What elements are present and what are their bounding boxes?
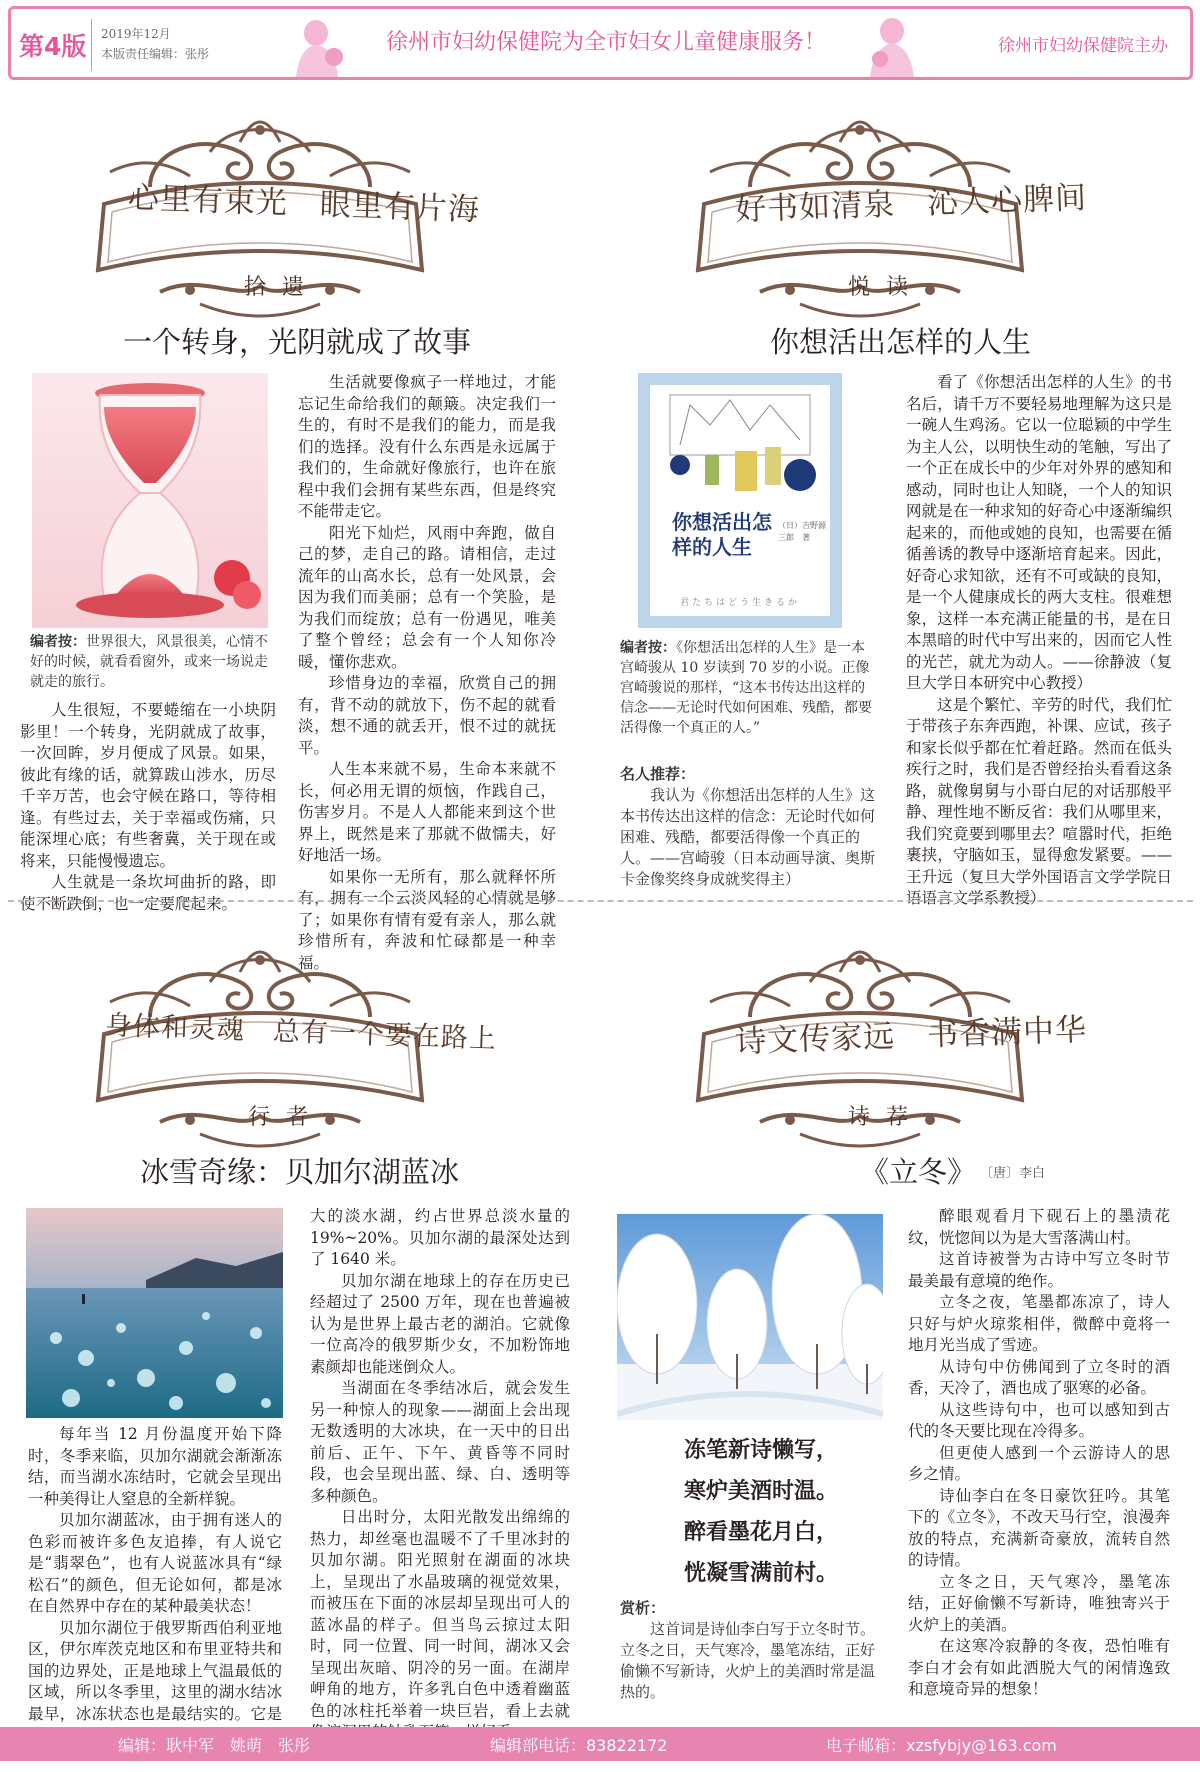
banner-title-4: 诗文传家远 书香满中华 [734,1011,1088,1061]
page-editor: 本版责任编辑：张彤 [101,47,210,61]
headline-4: 《立冬》 [860,1155,977,1189]
masthead [8,6,1193,80]
paragraph: 这是个繁忙、辛劳的时代，我们忙于带孩子东奔西跑，补课、应试，孩子和家长似乎都在忙着赶路。然而在低头疾行之时，我们是否曾经抬头看看这条路，就像舅舅与小哥白尼的对话那般平静、理性地不断反省：我们从哪里来，我们究竟要到哪里去？喧嚣时代，拒绝裹挟，守脑如玉，显得愈发紧要。——王升远（复旦大学外国语言文学学院日语语言文学系教授） [906,695,1172,907]
headline-1: 一个转身，光阴就成了故事 [123,325,472,359]
edition-label: 第4版 [19,32,87,61]
headline-3: 冰雪奇缘：贝加尔湖蓝冰 [140,1155,460,1189]
appreciation [620,1598,878,1703]
article1-right-column [298,372,556,974]
poem-line: 醉看墨花月白， [684,1519,839,1545]
book-title: 你想活出怎样的人生 [672,510,772,559]
paragraph: 当湖面在冬季结冰后，就会发生另一种惊人的现象——湖面上会出现无数透明的大冰块，在一天中的日出前后、正午、下午、黄昏等不同时段，也会呈现出蓝、绿、白、透明等多种颜色。 [310,1379,570,1505]
poem-author: 〔唐〕李白 [980,1166,1046,1181]
paragraph: 醉眼观看月下砚石上的墨渍花纹，恍惚间以为是大雪落满山村。 [908,1207,1170,1247]
appreciation-label: 赏析： [620,1599,666,1617]
footer-editors: 编辑：耿中军 姚萌 张彤 [118,1736,311,1755]
article1-left-column [20,700,276,915]
banner-title-2: 好书如清泉 沁人心脾间 [734,179,1088,229]
paragraph: 如果你一无所有，那么就释怀所有，拥有一个云淡风轻的心情就是够了；如果你有情有爱有亲人，那么就珍惜所有，奔波和忙碌都是一种幸福。 [298,867,556,972]
poem-line: 冻笔新诗懒写， [684,1437,839,1463]
snow-forest-photo [617,1214,883,1420]
article3-left-column [28,1424,282,1747]
note-label: 编者按： [620,640,676,656]
poem-text [684,1430,884,1594]
article3-right-column [310,1206,570,1744]
header-divider [91,19,92,71]
poem-line: 寒炉美酒时温。 [684,1478,839,1504]
paragraph: 立冬之夜，笔墨都冻凉了，诗人只好与炉火琼浆相伴，微醉中竟将一地月光当成了雪迹。 [908,1293,1170,1354]
book-subtitle: 君たちはどう生きるか [679,598,800,608]
editor-note-1 [30,632,272,692]
paragraph: 生活就要像疯子一样地过，才能忘记生命给我们的颠簸。决定我们一生的，有时不是我们的能力，而是我们的选择。没有什么东西是永远属于我们的，生命就好像旅行，也许在旅程中我们会拥有某些东西，但是终究不能带走它。 [298,373,556,520]
paragraph: 这首诗被誉为古诗中写立冬时节最美最有意境的绝作。 [908,1250,1170,1290]
paragraph: 在这寒冷寂静的冬夜，恐怕唯有李白才会有如此洒脱大气的闲情逸致和意境奇异的想象！ [908,1637,1170,1698]
paragraph: 人生本来就不易，生命本来就不长，何必用无谓的烦恼，作践自己，伤害岁月。不是人人都能来到这个世界上，既然是来了那就不做懦夫，好好地活一场。 [298,760,556,864]
paragraph: 看了《你想活出怎样的人生》的书名后，请千万不要轻易地理解为这只是一碗人生鸡汤。它以一位聪颖的中学生为主人公，以明快生动的笔触，写出了一个正在成长中的少年对外界的感知和感动，同时也让人知晓，一个人的知识网就是在一种求知的好奇心中逐渐编织起来的，而他或她的良知，也需要在循循善诱的教导中逐渐培育起来。因此，好奇心求知欲，还有不可或缺的良知，是一个人健康成长的两大支柱。很难想象，这样一本充满正能量的书，是在日本黑暗的时代中写出来的，因而它人性的光芒，就尤为动人。——徐静波（复旦大学日本研究中心教授） [906,373,1172,692]
book-author: （日）吉野源三郎 著 [778,521,826,542]
paragraph: 贝加尔湖蓝冰，由于拥有迷人的色彩而被许多色友追捧，有人说它是“翡翠色”，也有人说蓝冰具有“绿松石”的颜色，但无论如何，都是冰在自然界中存在的某种最美状态！ [28,1511,282,1615]
paragraph: 贝加尔湖在地球上的存在历史已经超过了 2500 万年，现在也普遍被认为是世界上最古老的湖泊。它就像一位高冷的俄罗斯少女，不加粉饰地素颜却也能迷倒众人。 [310,1271,570,1376]
article4-right-column [908,1206,1170,1701]
recommendation [620,764,876,890]
section-tag-3: 行者 [248,1105,325,1130]
baikal-ice-photo [26,1208,283,1418]
banner-title-3: 身体和灵魂 总有一个要在路上 [104,1010,498,1055]
rec-text: 我认为《你想活出怎样的人生》这本书传达出这样的信念：无论时代如何困难、残酷，都要活得像一个真正的人。——宫崎骏（日本动画导演、奥斯卡金像奖终身成就奖得主） [620,786,876,888]
paragraph: 从这些诗句中，也可以感知到古代的冬天要比现在冷得多。 [908,1400,1170,1440]
mother-baby-icon [856,13,926,77]
paragraph: 但更使人感到一个云游诗人的思乡之情。 [908,1443,1170,1483]
paragraph: 人生就是一条坎坷曲折的路，即使不断跌倒，也一定要爬起来。 [20,873,276,913]
book-cover [638,373,842,628]
footer-phone: 编辑部电话：83822172 [490,1736,668,1755]
footer-email[interactable]: 电子邮箱：xzsfybjy@163.com [826,1736,1057,1755]
section-tag-2: 悦读 [848,275,925,300]
section-tag-1: 拾遗 [244,275,321,300]
article2-right-column [906,372,1172,910]
note-label: 编者按： [30,634,86,650]
editor-note-2 [620,638,876,738]
paragraph: 每年当 12 月份温度开始下降时，冬季来临，贝加尔湖就会渐渐冻结，而当湖水冻结时，它就会呈现出一种美得让人窒息的全新样貌。 [28,1425,282,1508]
paragraph: 日出时分，太阳光散发出绵绵的热力，却丝毫也温暖不了千里冰封的贝加尔湖。阳光照射在湖面的冰块上，呈现出了水晶玻璃的视觉效果，而被压在下面的冰层却呈现出可人的蓝冰晶的样子。但当鸟云掠过太阳时，同一位置、同一时间，湖冰又会呈现出灰暗、阴冷的另一面。在湖岸岬角的地方，许多乳白色中透着幽蓝色的冰柱托举着一块巨岩，看上去就 [310,1508,570,1720]
paragraph: 人生很短，不要蜷缩在一小块阴影里！一个转身，光阴就成了故事，一次回眸，岁月便成了风景。如果，彼此有缘的话，就算跋山涉水，历尽千辛万苦，也会守候在路口，等待相逢。有些过去，关于幸福或伤痛，只能深埋心底；有些奢冀，关于现在或将来，只能慢慢遗忘。 [20,701,276,870]
banner-title-1: 心里有束光 眼里有片海 [127,179,481,229]
section-tag-4: 诗荐 [848,1105,925,1130]
headline-2: 你想活出怎样的人生 [770,325,1032,359]
paragraph: 诗仙李白在冬日豪饮狂吟。其笔下的《立冬》，不改天马行空，浪漫奔放的特点，充满新奇豪放，流转自然的诗情。 [908,1486,1170,1569]
rec-label: 名人推荐： [620,765,696,783]
footer-bar [0,1727,1200,1761]
header-slogan: 徐州市妇幼保健院为全市妇女儿童健康服务！ [386,30,827,55]
paragraph: 阳光下灿烂，风雨中奔跑，做自己的梦，走自己的路。请相信，走过流年的山高水长，总有一处风景，会因为我们而美丽；总有一个笑脸，是为我们而绽放；总有一份遇见，唯美了整个曾经；总会有一个人知你冷暖，懂你悲欢。 [298,523,556,671]
hourglass-photo [32,373,268,628]
paragraph: 珍惜身边的幸福，欣赏自己的拥有，背不动的就放下，伤不起的就看淡，想不通的就丢开，恨不过的就抚平。 [298,674,556,757]
poem-line: 恍凝雪满前村。 [684,1560,839,1586]
appreciation-text: 这首词是诗仙李白写于立冬时节。立冬之日，天气寒冷，墨笔冻结，正好偷懒不写新诗，火炉上的美酒时常是温热的。 [620,1620,876,1701]
book-cover-inner [650,385,830,616]
issue-date: 2019年12月 [101,27,171,41]
book-illustration [650,385,830,505]
section-divider [8,900,1193,902]
mother-child-icon [286,13,356,77]
host-organization: 徐州市妇幼保健院主办 [998,36,1168,56]
note-text: 世界很大，风景很美，心情不好的时候，就看看窗外，或来一场说走就走的旅行。 [30,634,268,690]
paragraph: 大的淡水湖，约占世界总淡水量的 19%~20%。贝加尔湖的最深处达到了 1640 米。 [310,1207,570,1268]
paragraph: 从诗句中仿佛闻到了立冬时的酒香，天冷了，酒也成了驱寒的必备。 [908,1357,1170,1397]
paragraph: 贝加尔湖位于俄罗斯西伯利亚地区，伊尔库茨克地区和布里亚特共和国的边界处，正是地球上气温最低的区域，所以冬季里，这里的湖水结冰最早，冰冻状态也是最结实的。它是 [28,1618,282,1723]
note-text: 《你想活出怎样的人生》是一本宫崎骏从 10 岁读到 70 岁的小说。正像宫崎骏说的那样，“这本书传达出这样的信念——无论时代如何困难、残酷，都要活得像一个真正的人。” [620,640,872,736]
paragraph: 立冬之日，天气寒冷，墨笔冻结，正好偷懒不写新诗，唯独寄兴于火炉上的美酒。 [908,1572,1170,1634]
